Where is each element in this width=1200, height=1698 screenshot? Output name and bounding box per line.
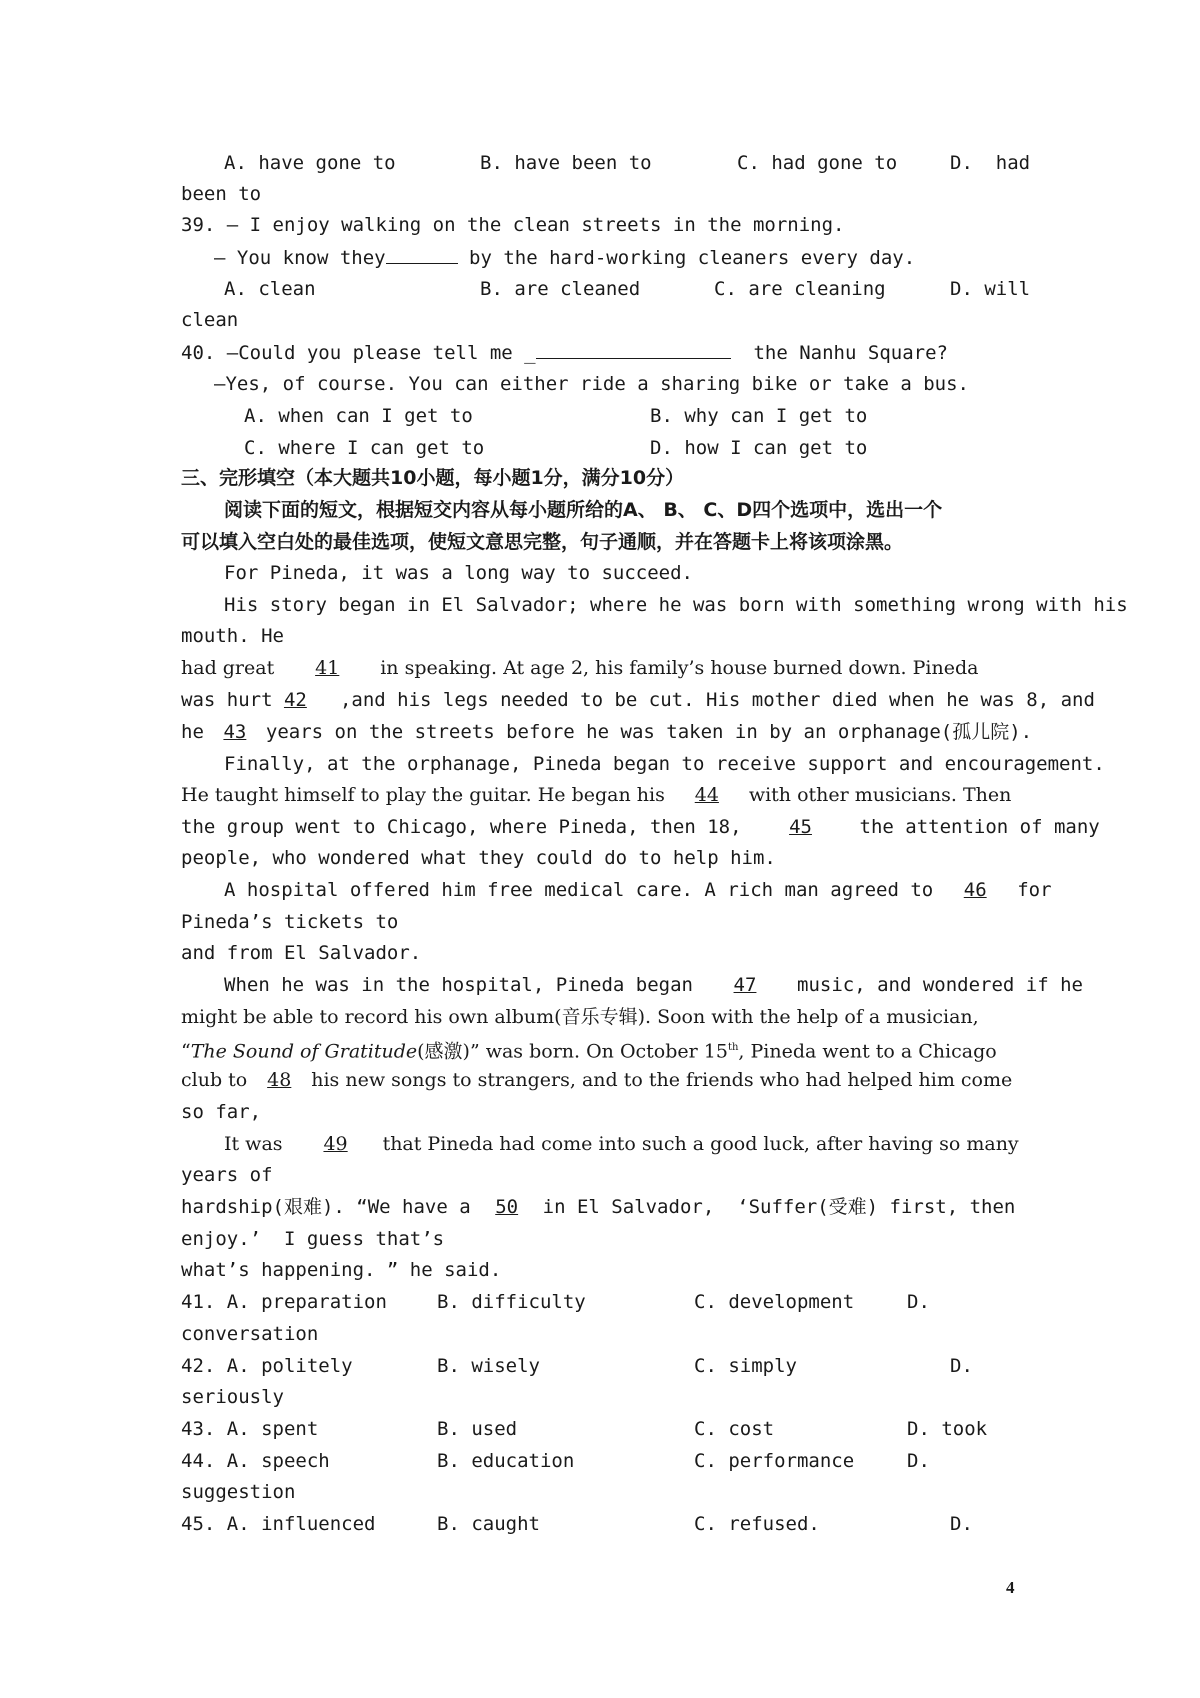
page-number: 4	[1006, 1578, 1015, 1597]
q38-option-a: A. have gone to	[224, 152, 396, 174]
passage-p3-line3: the group went to Chicago, where Pineda, then 18, 45 the attention of many	[181, 816, 1100, 838]
passage-p6-line5: what’s happening. ” he said.	[181, 1259, 502, 1281]
blank-46: 46	[963, 879, 987, 901]
q44-option-c: C. performance	[694, 1450, 855, 1472]
q42-option-a: 42. A. politely	[181, 1355, 353, 1377]
passage-p5-line5: so far,	[181, 1101, 262, 1123]
passage-p3-line2: He taught himself to play the guitar. He began his 44 with other musicians. Then	[181, 784, 1012, 806]
passage-p5-line3: “The Sound of Gratitude(感激)” was born. On October 15th, Pineda went to a Chicago	[181, 1040, 997, 1063]
q45-option-b: B. caught	[437, 1513, 540, 1535]
passage-p5-line4: club to 48 his new songs to strangers, and to the friends who had helped him come	[181, 1069, 1013, 1091]
q42-option-b: B. wisely	[437, 1355, 540, 1377]
blank-44: 44	[694, 784, 719, 806]
q38-option-d-wrap: been to	[181, 183, 262, 205]
passage-p2-line4: was hurt 42 ,and his legs needed to be cut. His mother died when he was 8, and	[181, 689, 1095, 711]
q39-option-b: B. are cleaned	[480, 278, 641, 300]
q44-option-a: 44. A. speech	[181, 1450, 330, 1472]
passage-p6-line4: enjoy.’ I guess that’s	[181, 1228, 445, 1250]
passage-p1: For Pineda, it was a long way to succeed.	[224, 562, 693, 584]
q39-option-d: D. will	[950, 278, 1031, 300]
q45-option-d: D.	[950, 1513, 973, 1535]
q40-reply: —Yes, of course. You can either ride a sharing bike or take a bus.	[214, 373, 969, 395]
q43-option-d: D. took	[907, 1418, 988, 1440]
q45-option-a: 45. A. influenced	[181, 1513, 376, 1535]
q43-option-c: C. cost	[694, 1418, 775, 1440]
blank-45: 45	[789, 816, 812, 838]
q44-option-b: B. education	[437, 1450, 575, 1472]
passage-p3-line1: Finally, at the orphanage, Pineda began to receive support and encouragement.	[224, 753, 1105, 775]
blank-42: 42	[283, 689, 307, 711]
q40-option-d: D. how I can get to	[650, 437, 868, 459]
q42-option-c: C. simply	[694, 1355, 797, 1377]
section-instructions-line2: 可以填入空白处的最佳选项，使短文意思完整，句子通顺，并在答题卡上将该项涂黑。	[181, 531, 904, 553]
q39-stem: 39. — I enjoy walking on the clean streets in the morning.	[181, 214, 845, 236]
q41-option-d-wrap: conversation	[181, 1323, 319, 1345]
passage-p2-line2: mouth. He	[181, 625, 284, 647]
q40-option-b: B. why can I get to	[650, 405, 868, 427]
q39-option-c: C. are cleaning	[714, 278, 886, 300]
blank-41: 41	[315, 657, 340, 679]
q39-option-a: A. clean	[224, 278, 316, 300]
q40-option-a: A. when can I get to	[244, 405, 473, 427]
passage-p6-line1: It was 49 that Pineda had come into such a good luck, after having so many	[224, 1133, 1019, 1155]
passage-p2-line3: had great 41 in speaking. At age 2, his family’s house burned down. Pineda	[181, 657, 979, 679]
passage-p5-line2: might be able to record his own album(音乐专辑). Soon with the help of a musician,	[181, 1006, 979, 1028]
q38-option-d: D. had	[950, 152, 1031, 174]
q41-option-d: D.	[907, 1291, 930, 1313]
q38-option-b: B. have been to	[480, 152, 652, 174]
q42-option-d-wrap: seriously	[181, 1386, 284, 1408]
q44-option-d: D.	[907, 1450, 930, 1472]
blank-50: 50	[495, 1196, 519, 1218]
passage-p5-line1: When he was in the hospital, Pineda began 47 music, and wondered if he	[224, 974, 1083, 996]
passage-p4-line1: A hospital offered him free medical care. A rich man agreed to 46 for	[224, 879, 1052, 901]
q41-option-a: 41. A. preparation	[181, 1291, 387, 1313]
q45-option-c: C. refused.	[694, 1513, 820, 1535]
passage-p2-line5: he 43 years on the streets before he was taken in by an orphanage(孤儿院).	[181, 721, 1033, 743]
q40-blank	[536, 339, 731, 359]
passage-p2-line1: His story began in El Salvador; where he was born with something wrong with his	[224, 594, 1128, 616]
passage-p6-line2: years of	[181, 1164, 273, 1186]
q39-reply: — You know they by the hard-working cleaners every day.	[214, 244, 915, 271]
passage-p4-line2: Pineda’s tickets to	[181, 911, 399, 933]
q41-option-b: B. difficulty	[437, 1291, 586, 1313]
blank-49: 49	[323, 1133, 348, 1155]
q44-option-d-wrap: suggestion	[181, 1481, 296, 1503]
q38-option-c: C. had gone to	[737, 152, 898, 174]
section-heading: 三、完形填空（本大题共10小题，每小题1分，满分10分）	[181, 467, 685, 489]
passage-p3-line4: people, who wondered what they could do to help him.	[181, 847, 776, 869]
passage-p6-line3: hardship(艰难). “We have a 50 in El Salvador, ‘Suffer(受难) first, then	[181, 1196, 1016, 1218]
section-instructions-line1: 阅读下面的短文，根据短交内容从每小题所给的A、 B、 C、D四个选项中，选出一个	[224, 499, 943, 521]
q41-option-c: C. development	[694, 1291, 855, 1313]
passage-p4-line3: and from El Salvador.	[181, 942, 422, 964]
q40-stem: 40. —Could you please tell me _ the Nanhu Square?	[181, 339, 948, 365]
q42-option-d: D.	[950, 1355, 973, 1377]
q43-option-b: B. used	[437, 1418, 518, 1440]
blank-47: 47	[733, 974, 757, 996]
blank-48: 48	[267, 1069, 292, 1091]
album-title: The Sound of Gratitude	[190, 1040, 418, 1063]
q43-option-a: 43. A. spent	[181, 1418, 319, 1440]
q39-option-d-wrap: clean	[181, 309, 239, 331]
q39-blank	[386, 244, 458, 264]
blank-43: 43	[223, 721, 247, 743]
q40-option-c: C. where I can get to	[244, 437, 485, 459]
